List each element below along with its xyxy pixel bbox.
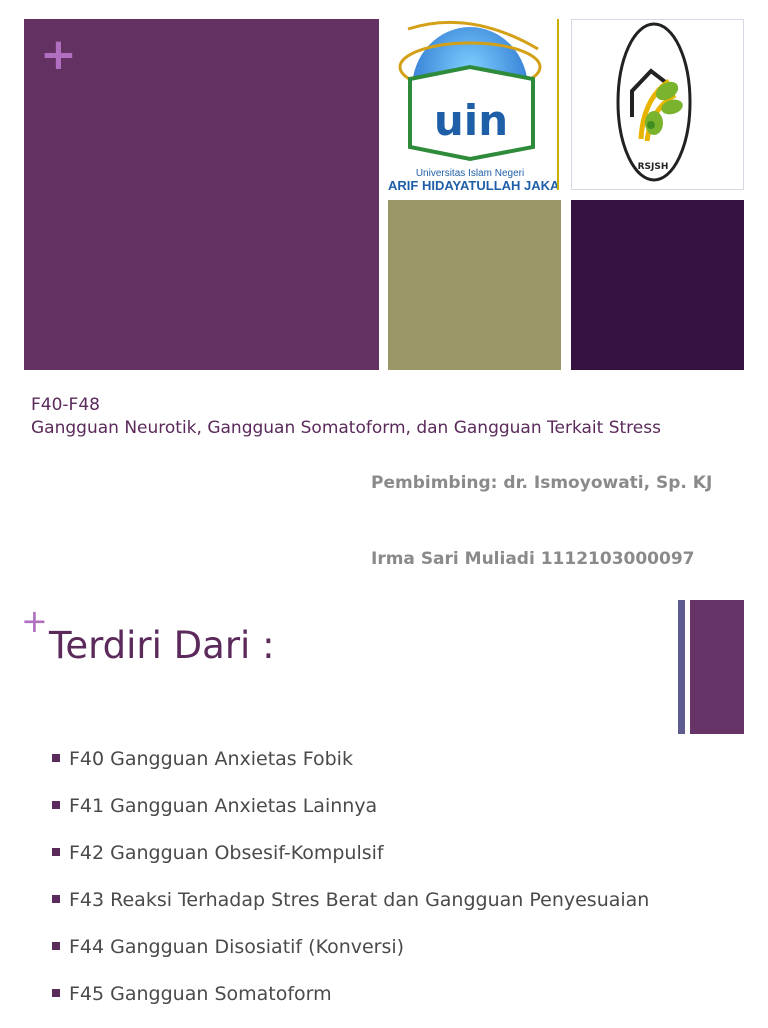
list-item-text: F43 Reaksi Terhadap Stres Berat dan Gangguan Penyesuaian <box>69 889 650 911</box>
list-item-text: F42 Gangguan Obsesif-Kompulsif <box>69 842 384 864</box>
bullet-icon <box>52 848 60 856</box>
plus-icon: + <box>40 29 77 80</box>
bullet-icon <box>52 801 60 809</box>
section-heading: Terdiri Dari : <box>49 624 275 667</box>
slide-title: Gangguan Neurotik, Gangguan Somatoform, dan Gangguan Terkait Stress <box>31 418 661 438</box>
list-item-text: F40 Gangguan Anxietas Fobik <box>69 748 353 770</box>
rsjsh-text: RSJSH <box>637 162 669 172</box>
list-item-text: F45 Gangguan Somatoform <box>69 983 332 1005</box>
content-list <box>52 746 672 1028</box>
supervisor-text: Pembimbing: dr. Ismoyowati, Sp. KJ <box>371 473 713 493</box>
accent-bar-wide <box>690 600 744 734</box>
bullet-icon <box>52 754 60 762</box>
purple-title-tile <box>24 19 379 370</box>
bullet-icon <box>52 989 60 997</box>
list-item-text: F41 Gangguan Anxietas Lainnya <box>69 795 378 817</box>
list-item <box>52 887 672 913</box>
uin-logo-tile <box>388 19 561 190</box>
list-item-text: F44 Gangguan Disosiatif (Konversi) <box>69 936 405 958</box>
accent-bar-thin <box>678 600 685 734</box>
uin-wordmark: uin <box>433 96 509 145</box>
rsjsh-logo <box>571 19 744 190</box>
olive-tile <box>388 200 561 370</box>
uin-subtitle: Universitas Islam Negeri <box>415 168 525 179</box>
bullet-icon <box>52 942 60 950</box>
bullet-icon <box>52 895 60 903</box>
uin-name: ARIF HIDAYATULLAH JAKA <box>388 178 560 190</box>
plus-icon: + <box>21 602 48 640</box>
list-item <box>52 840 672 866</box>
rsjsh-logo-tile <box>571 19 744 190</box>
uin-logo <box>388 19 561 190</box>
list-item <box>52 934 672 960</box>
list-item <box>52 746 672 772</box>
list-item <box>52 981 672 1007</box>
list-item <box>52 793 672 819</box>
dark-purple-tile <box>571 200 744 370</box>
slide-code: F40-F48 <box>31 395 100 415</box>
author-text: Irma Sari Muliadi 1112103000097 <box>371 549 695 569</box>
